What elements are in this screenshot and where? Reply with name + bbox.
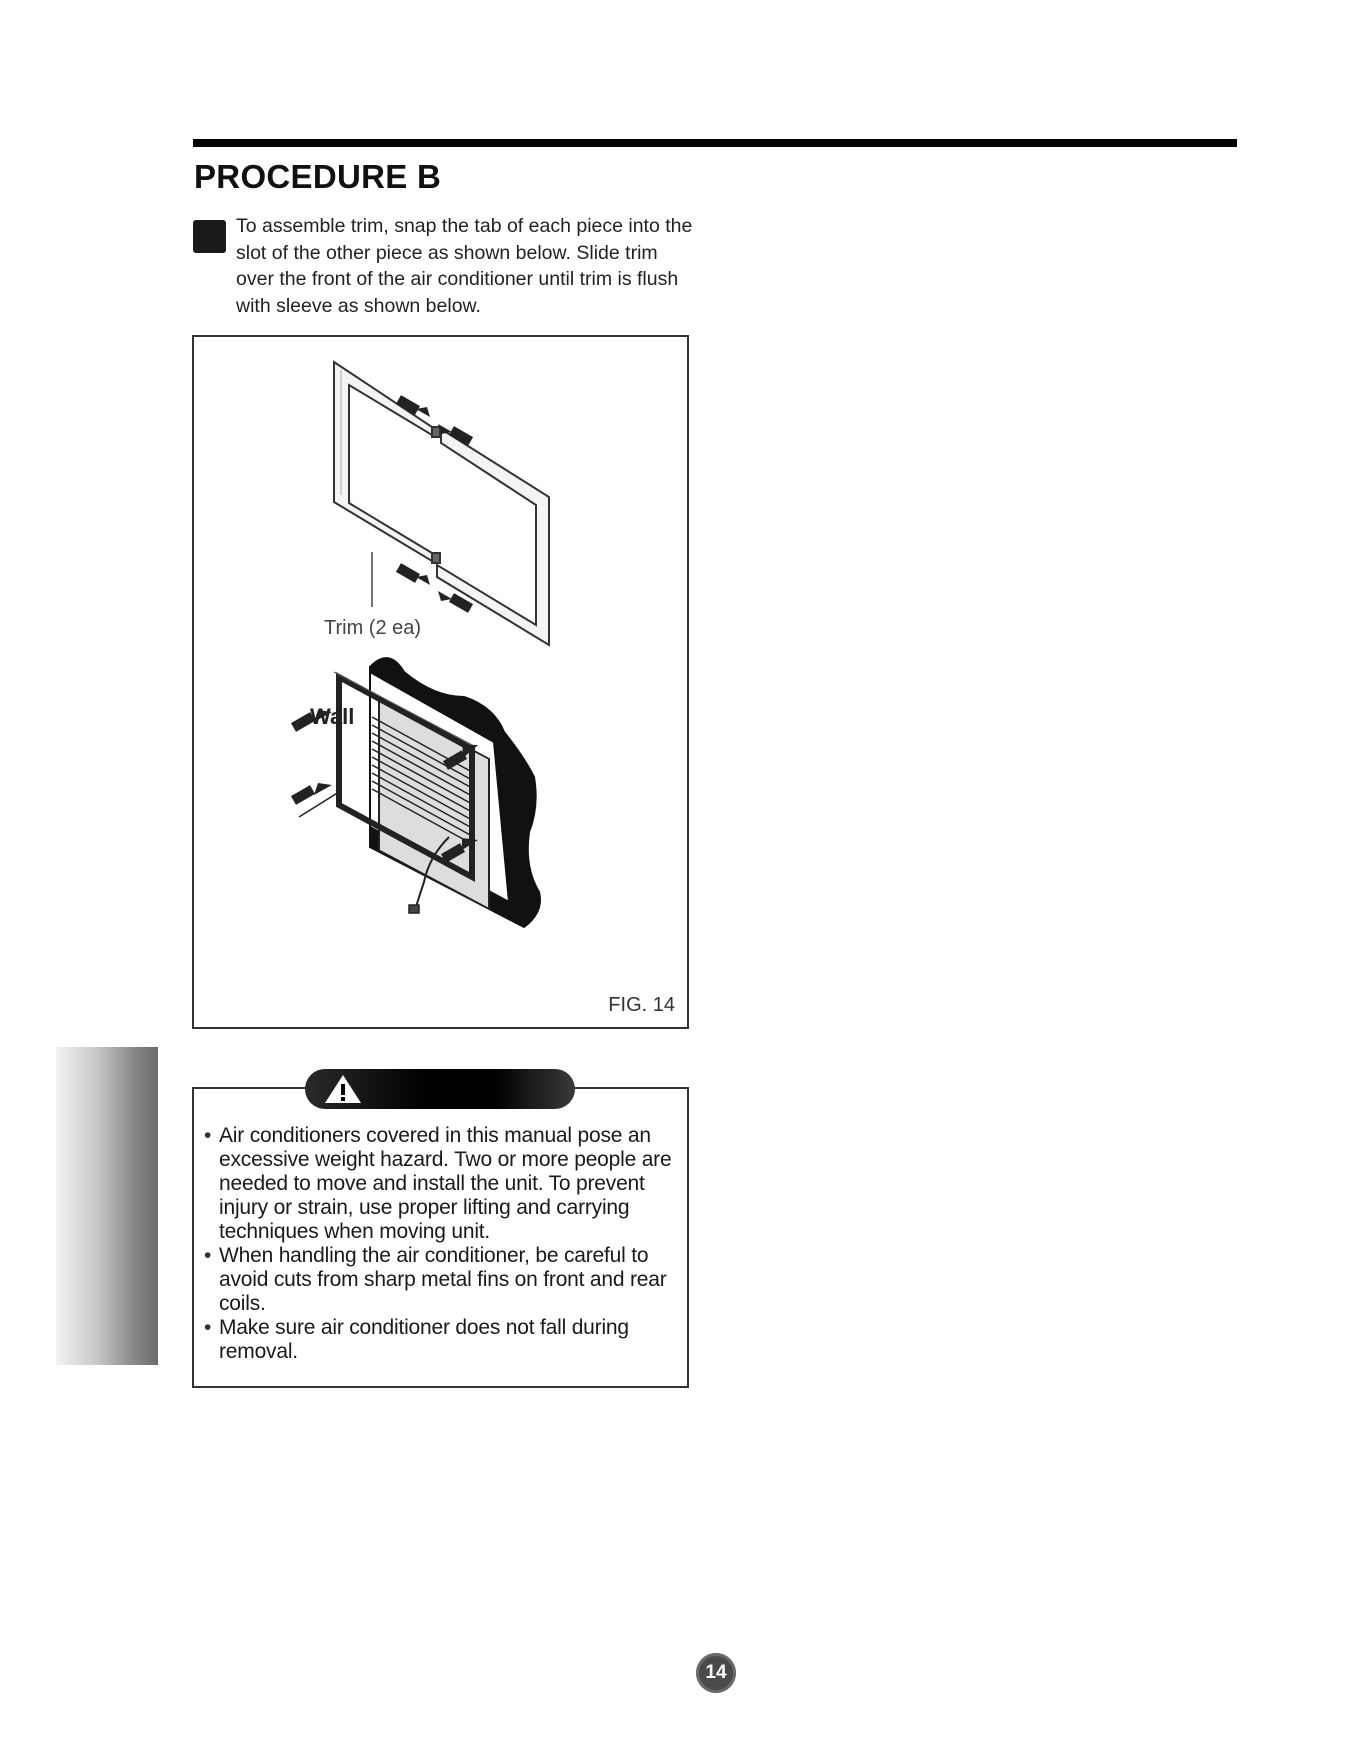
warning-item: • When handling the air conditioner, be careful to avoid cuts from sharp metal fins on front and rear coils. bbox=[204, 1244, 684, 1316]
warning-triangle-icon bbox=[323, 1073, 363, 1105]
warning-item: • Air conditioners covered in this manual pose an excessive weight hazard. Two or more people are needed to move and install the unit. To prevent injury or strain, use proper lifting and carrying techniques when moving unit. bbox=[204, 1124, 684, 1244]
figure-caption: FIG. 14 bbox=[608, 994, 675, 1016]
page-number: 14 bbox=[696, 1653, 736, 1693]
warning-list bbox=[204, 1124, 684, 1364]
wall-label: Wall bbox=[310, 704, 355, 729]
trim-label: Trim (2 ea) bbox=[324, 617, 422, 639]
top-rule bbox=[193, 139, 1237, 147]
side-tab bbox=[56, 1047, 158, 1365]
step-marker bbox=[193, 220, 226, 253]
wall-illustration bbox=[370, 658, 540, 927]
trim-assembly-illustration bbox=[194, 337, 687, 1027]
warning-item: • Make sure air conditioner does not fall during removal. bbox=[204, 1316, 684, 1364]
warning-banner bbox=[305, 1069, 575, 1109]
section-title: PROCEDURE B bbox=[194, 158, 442, 195]
trim-frame-illustration bbox=[334, 362, 549, 645]
step-instructions: To assemble trim, snap the tab of each piece into the slot of the other piece as shown below. Slide trim over the front of the air conditioner until trim is flush with sleeve as shown below. bbox=[236, 215, 693, 317]
figure-14 bbox=[192, 335, 689, 1029]
